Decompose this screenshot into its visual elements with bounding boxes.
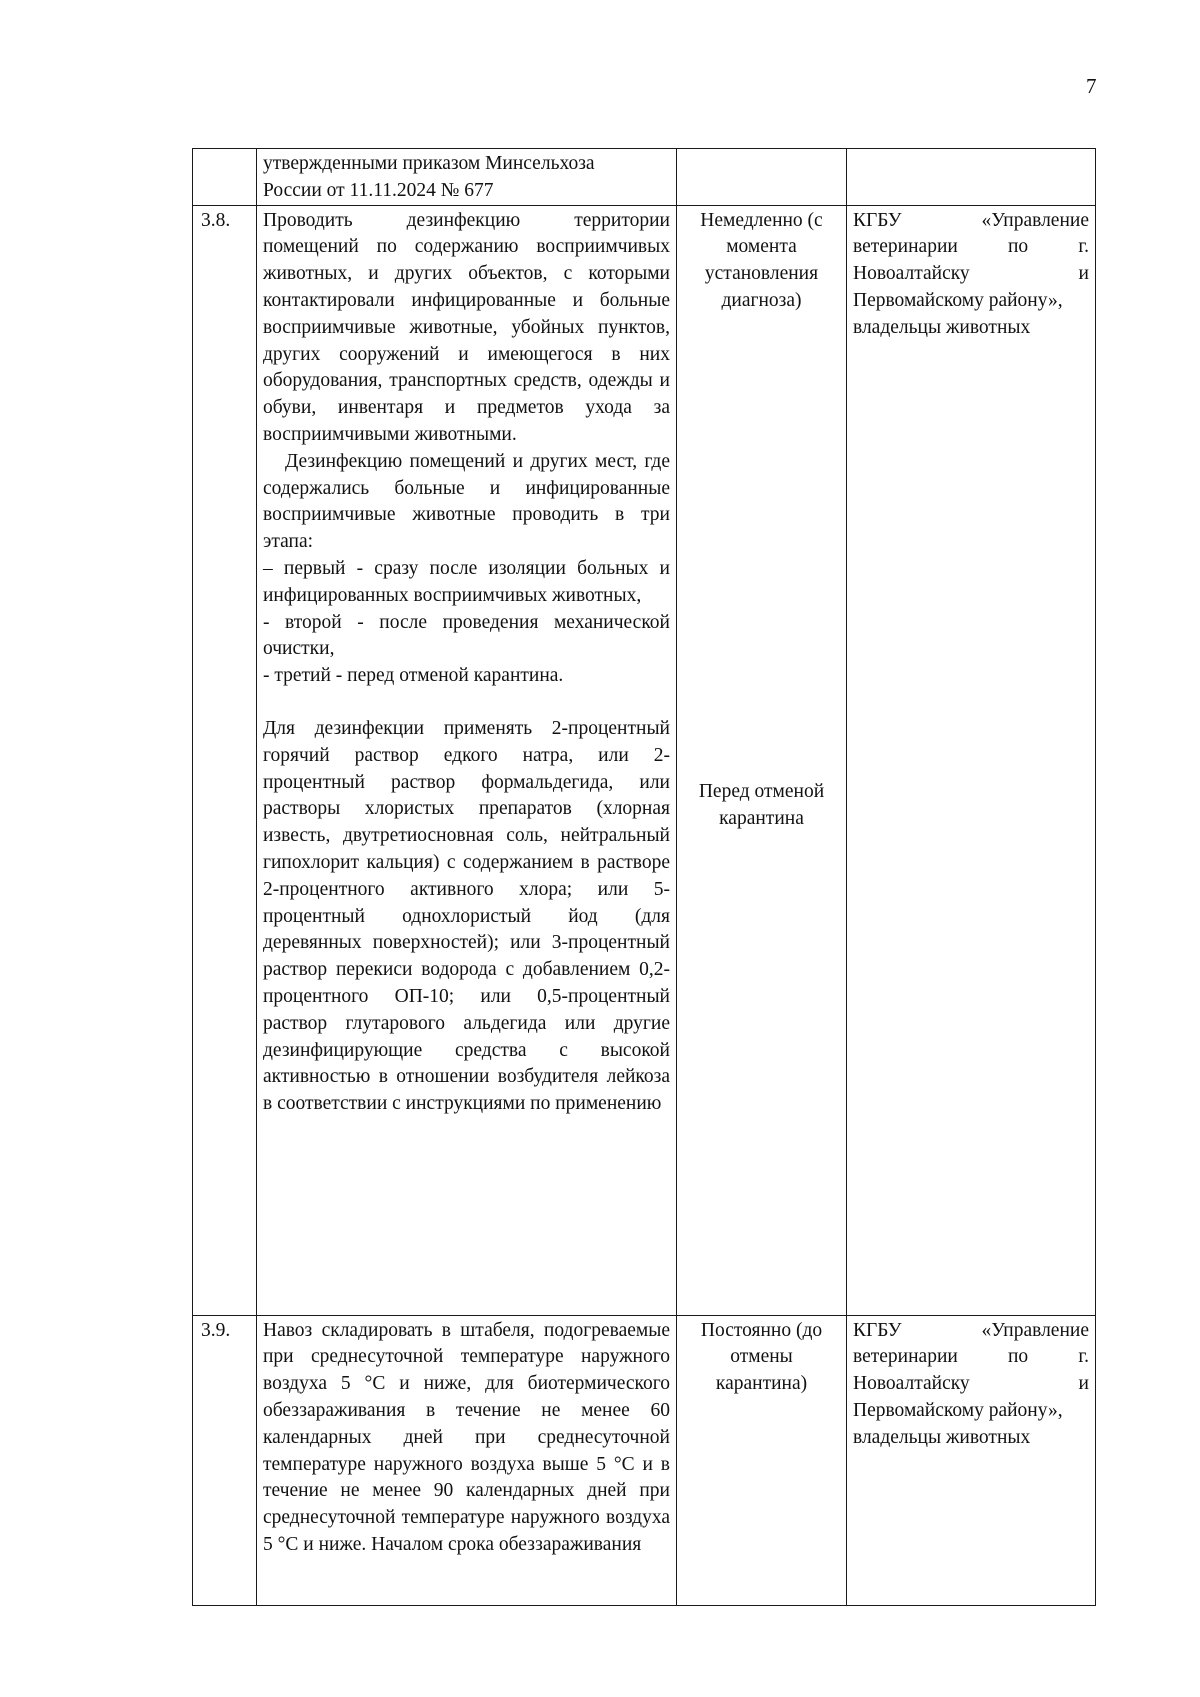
cell-action-continued	[257, 149, 677, 206]
action-paragraph: Для дезинфекции применять 2-процентный горячий раствор едкого натра, или 2-процентный раствор формальдегида, или растворы хлористых препаратов (хлорная известь, двутретиосновная соль, нейтральный гипохлорит кальция) с содержанием в растворе 2-процентного активного хлора; или 5-процентный однохлористый йод (для деревянных поверхностей); или 3-процентный раствор перекиси водорода с добавлением 0,2-процентного ОП-10; или 0,5-процентный раствор глутарового альдегида или другие дезинфицирующие средства с высокой активностью в отношении возбудителя лейкоза в соответствии с инструкциями по применению	[263, 717, 670, 1115]
cell-number-empty	[193, 149, 257, 206]
action-stage: - третий - перед отменой карантина.	[263, 665, 564, 687]
text-line: России от 11.11.2024 № 677	[263, 179, 494, 201]
cell-term	[677, 1315, 847, 1605]
cell-action	[257, 1315, 677, 1605]
text-line: утвержденными приказом Минсельхоза	[263, 153, 595, 174]
responsible-org: КГБУ «Управление ветеринарии по г. Новоалтайску и Первомайскому району»,	[853, 1319, 1089, 1421]
term-text: Перед отменой карантина	[698, 780, 825, 829]
table-row-continued	[193, 149, 1096, 206]
cell-responsible-empty	[847, 149, 1096, 206]
action-stage: - второй - после проведения механической очистки,	[263, 611, 670, 660]
cell-responsible	[847, 1315, 1096, 1605]
cell-term	[677, 205, 847, 1315]
cell-action	[257, 205, 677, 1315]
cell-term-empty	[677, 149, 847, 206]
table-row-3-9	[193, 1315, 1096, 1605]
responsible-owners: владельцы животных	[853, 1426, 1031, 1448]
action-stage: – первый - сразу после изоляции больных и инфицированных восприимчивых животных,	[263, 557, 670, 606]
cell-responsible	[847, 205, 1096, 1315]
action-paragraph: Проводить дезинфекцию территории помещений по содержанию восприимчивых животных, и других объектов, с которыми контактировали инфицированные и больные восприимчивые животные, убойных пунктов, других сооружений и имеющегося в них оборудования, транспортных средств, одежды и обуви, инвентаря и предметов ухода за восприимчивыми животными.	[263, 209, 670, 445]
responsible-owners: владельцы животных	[853, 316, 1031, 338]
table-row-3-8	[193, 205, 1096, 1315]
action-paragraph: Навоз складировать в штабеля, подогреваемые при среднесуточной температуре наружного воздуха 5 °С и ниже, для биотермического обеззараживания в течение не менее 60 календарных дней при среднесуточной температуре наружного воздуха выше 5 °С и в течение не менее 90 календарных дней при среднесуточной температуре наружного воздуха 5 °С и ниже. Началом срока обеззараживания	[263, 1319, 670, 1555]
term-text: Постоянно (до отмены карантина)	[700, 1319, 823, 1395]
responsible-org: КГБУ «Управление ветеринарии по г. Новоалтайску и Первомайскому району»,	[853, 209, 1089, 311]
spacer	[263, 690, 670, 716]
term-text: Немедленно (с момента установления диагноза)	[700, 209, 823, 311]
page-number: 7	[1086, 74, 1097, 98]
row-number: 3.9.	[193, 1315, 257, 1605]
action-paragraph: Дезинфекцию помещений и других мест, где содержались больные и инфицированные восприимчивые животные проводить в три этапа:	[263, 450, 670, 553]
measures-table	[192, 148, 1096, 1606]
row-number: 3.8.	[193, 205, 257, 1315]
